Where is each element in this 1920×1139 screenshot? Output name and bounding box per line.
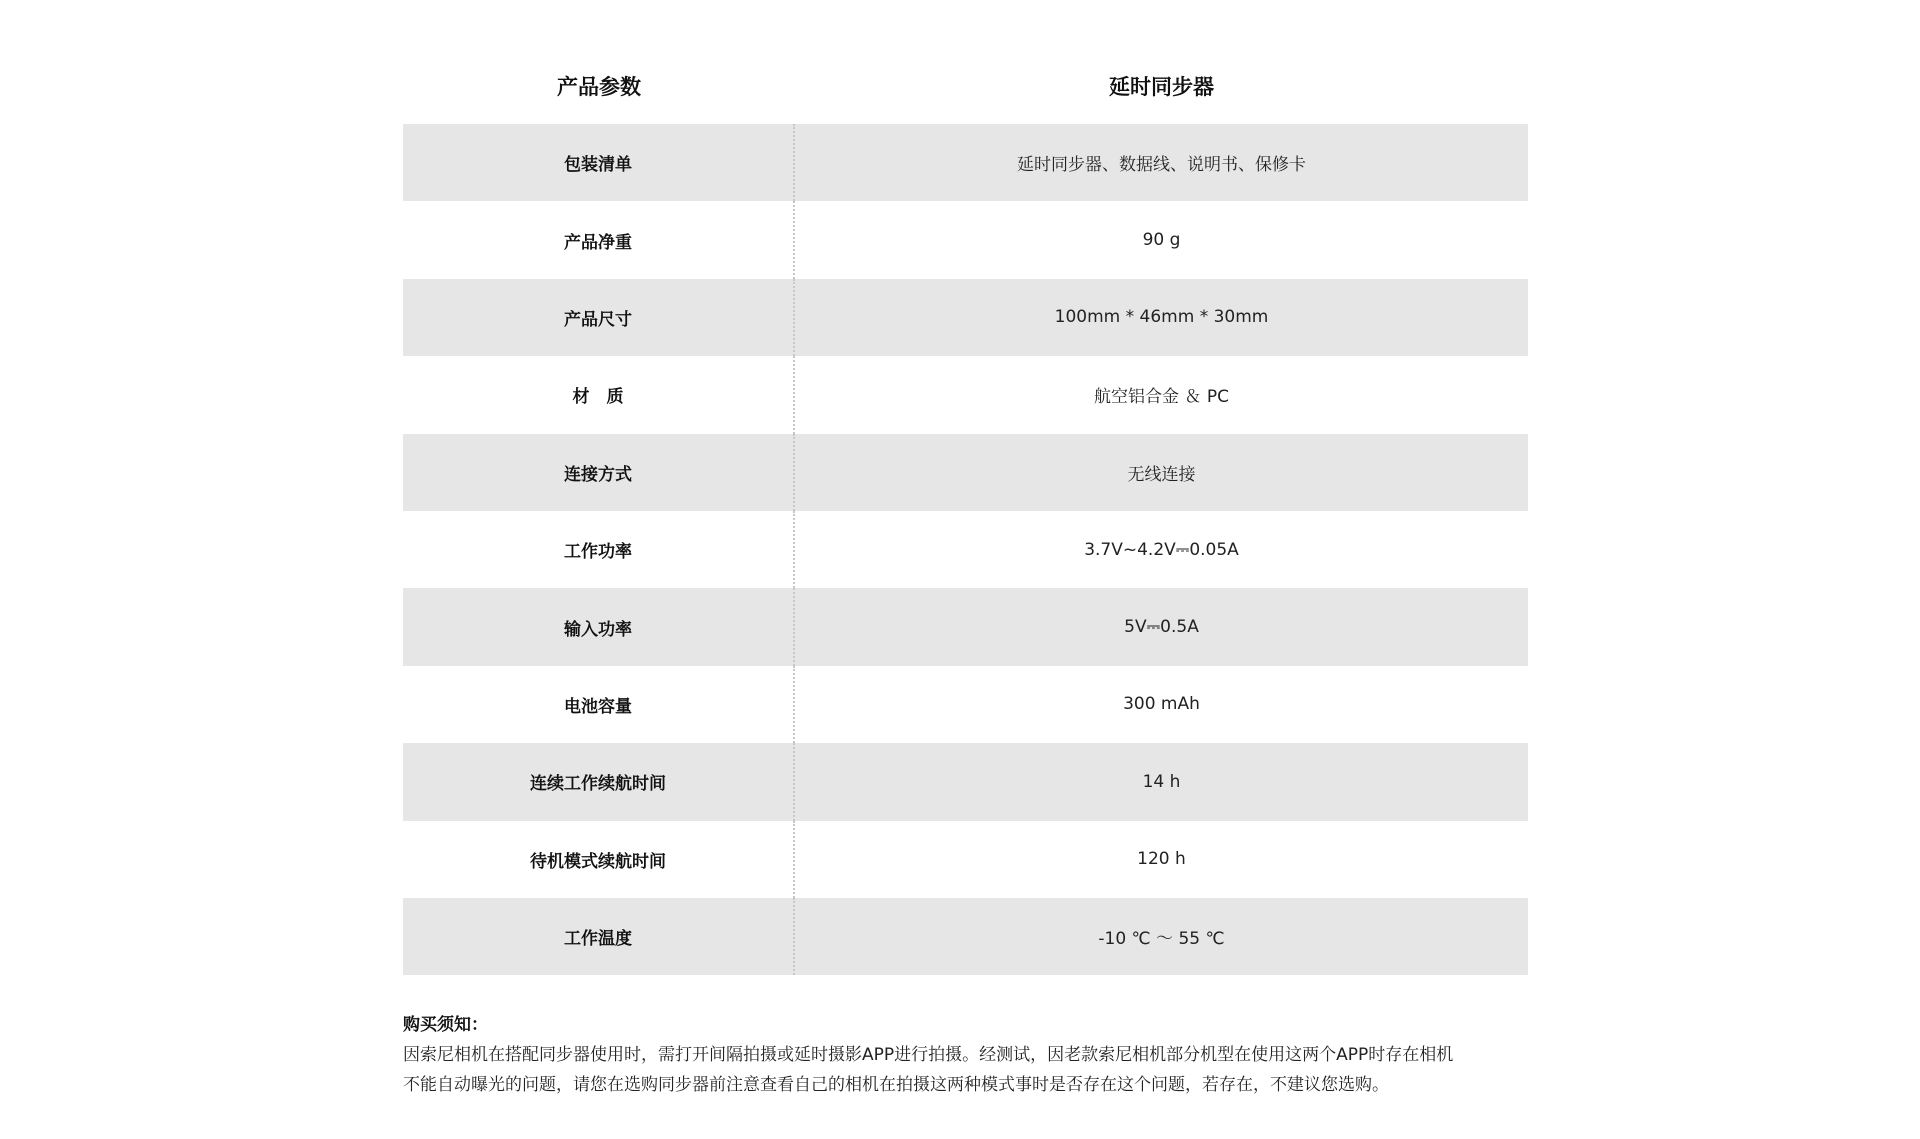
spec-key: 电池容量 (403, 666, 795, 743)
spec-value: 14 h (1142, 771, 1181, 792)
spec-value: -10 ℃ ～ 55 ℃ (1098, 929, 1225, 950)
spec-value: 无线连接 (1127, 464, 1196, 485)
spec-key: 工作功率 (403, 511, 795, 588)
spec-row-package (403, 124, 1528, 201)
spec-value: 延时同步器、数据线、说明书、保修卡 (1017, 155, 1306, 176)
spec-row-weight (403, 201, 1528, 278)
spec-table-container (403, 48, 1528, 975)
spec-value: 5V⎓0.5A (1124, 617, 1199, 638)
purchase-notice (403, 1010, 1528, 1100)
spec-key: 连续工作续航时间 (403, 743, 795, 820)
spec-key: 材 质 (403, 356, 795, 433)
spec-key: 工作温度 (403, 898, 795, 975)
spec-row-material (403, 356, 1528, 433)
spec-row-input-power (403, 588, 1528, 665)
spec-key: 输入功率 (403, 588, 795, 665)
spec-row-working-power (403, 511, 1528, 588)
spec-key: 连接方式 (403, 434, 795, 511)
spec-key: 包装清单 (403, 124, 795, 201)
spec-row-standby-runtime (403, 821, 1528, 898)
spec-key: 产品净重 (403, 201, 795, 278)
notice-title: 购买须知： (403, 1015, 488, 1035)
spec-table (403, 124, 1528, 975)
header-param-label: 产品参数 (557, 75, 641, 99)
spec-row-connection (403, 434, 1528, 511)
header-product-name: 延时同步器 (1109, 75, 1214, 99)
spec-key: 产品尺寸 (403, 279, 795, 356)
spec-value: 100mm * 46mm * 30mm (1054, 307, 1269, 328)
spec-key: 待机模式续航时间 (403, 821, 795, 898)
notice-line-2: 不能自动曝光的问题，请您在选购同步器前注意查看自己的相机在拍摄这两种模式事时是否存在这个问题，若存在，不建议您选购。 (403, 1075, 1389, 1095)
notice-line-1: 因索尼相机在搭配同步器使用时，需打开间隔拍摄或延时摄影APP进行拍摄。经测试，因老款索尼相机部分机型在使用这两个APP时存在相机 (403, 1045, 1454, 1065)
spec-row-continuous-runtime (403, 743, 1528, 820)
spec-value: 300 mAh (1123, 694, 1200, 715)
spec-table-header (403, 48, 1528, 124)
spec-value: 120 h (1137, 849, 1186, 870)
spec-row-temperature (403, 898, 1528, 975)
spec-value: 航空铝合金 ＆ PC (1094, 387, 1229, 408)
spec-row-size (403, 279, 1528, 356)
spec-value: 3.7V~4.2V⎓0.05A (1084, 539, 1239, 560)
spec-value: 90 g (1142, 230, 1181, 251)
spec-row-battery (403, 666, 1528, 743)
